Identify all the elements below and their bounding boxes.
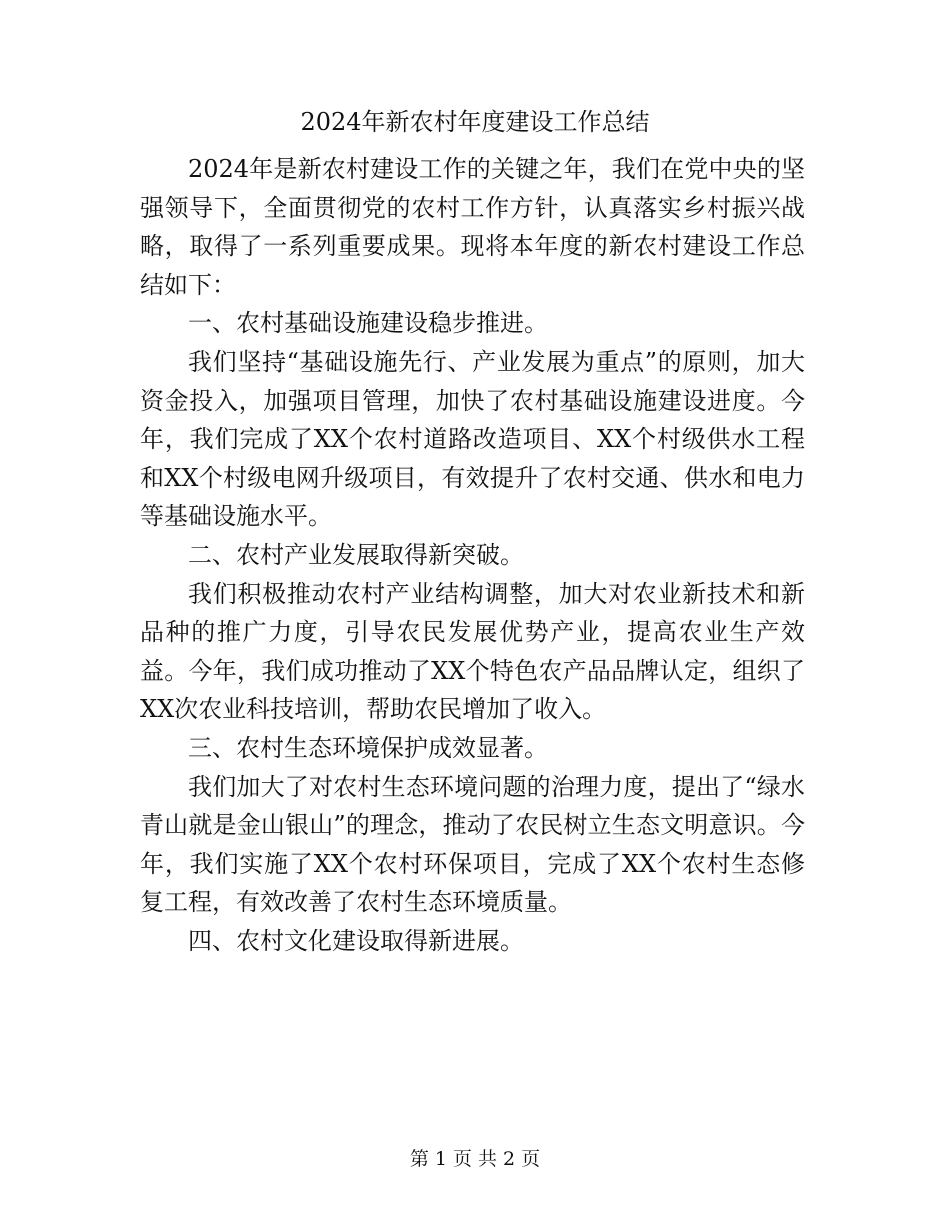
section-paragraph-3: 我们加大了对农村生态环境问题的治理力度，提出了“绿水青山就是金山银山”的理念，推动了农民树立生态文明意识。今年，我们实施了XX个农村环保项目，完成了XX个农村生态修复工程，有效改善了农村生态环境质量。	[140, 772, 805, 917]
document-body	[140, 150, 805, 960]
page-number-footer: 第 1 页 共 2 页	[409, 1148, 541, 1170]
section-paragraph-2: 我们积极推动农村产业结构调整，加大对农业新技术和新品种的推广力度，引导农民发展优势产业，提高农业生产效益。今年，我们成功推动了XX个特色农产品品牌认定，组织了XX次农业科技培训，帮助农民增加了收入。	[140, 579, 805, 724]
section-heading-1: 一、农村基础设施建设稳步推进。	[188, 309, 548, 338]
section-heading-4: 四、农村文化建设取得新进展。	[188, 926, 524, 955]
section-heading-3: 三、农村生态环境保护成效显著。	[188, 733, 548, 762]
intro-paragraph: 2024年是新农村建设工作的关键之年，我们在党中央的坚强领导下，全面贯彻党的农村工作方针，认真落实乡村振兴战略，取得了一系列重要成果。现将本年度的新农村建设工作总结如下：	[140, 155, 805, 299]
document-title: 2024年新农村年度建设工作总结	[300, 108, 650, 136]
section-heading-2: 二、农村产业发展取得新突破。	[188, 540, 524, 569]
section-paragraph-1: 我们坚持“基础设施先行、产业发展为重点”的原则，加大资金投入，加强项目管理，加快了农村基础设施建设进度。今年，我们完成了XX个农村道路改造项目、XX个村级供水工程和XX个村级电网升级项目，有效提升了农村交通、供水和电力等基础设施水平。	[140, 347, 805, 531]
